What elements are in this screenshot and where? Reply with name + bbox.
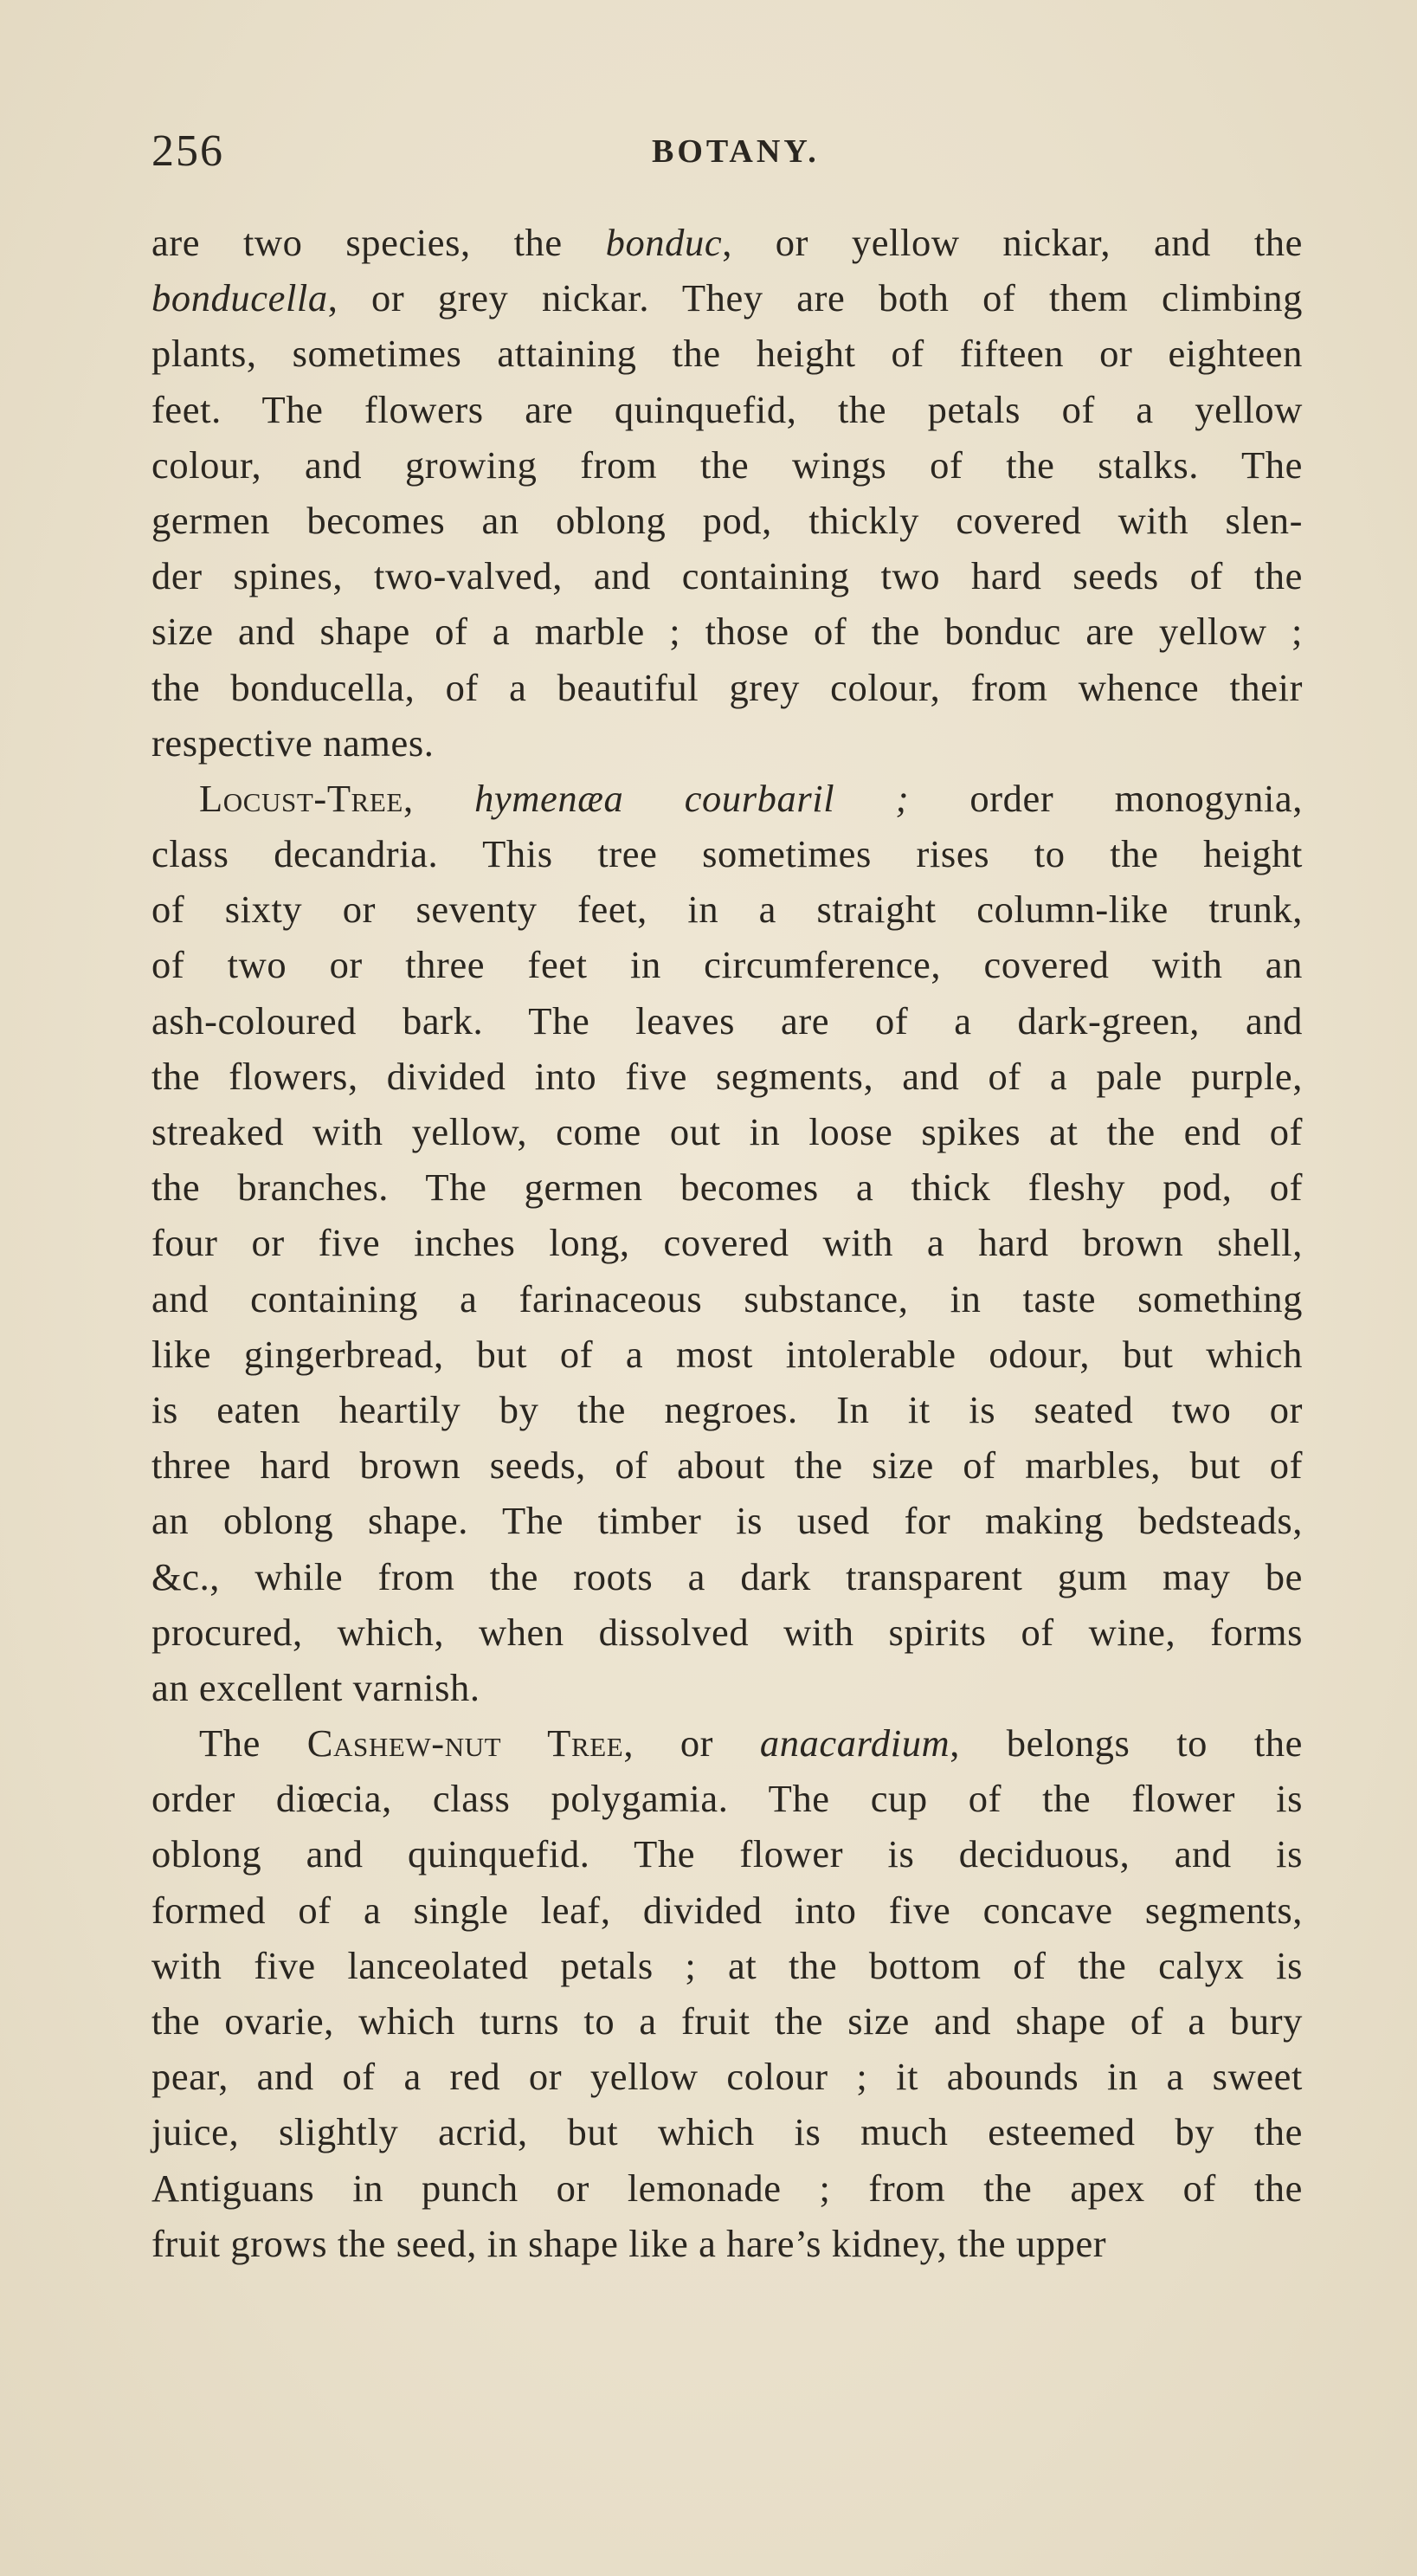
text-line (151, 548, 1303, 604)
text-line (151, 1604, 1303, 1660)
italic-term: anacardium (759, 1721, 950, 1766)
text-line (151, 881, 1303, 937)
text-run: four or five inches long, covered with a hard brown shell, (151, 1221, 1303, 1265)
text-run: colour, and growing from the wings of the stalks. The (151, 442, 1303, 487)
text-line (151, 604, 1303, 659)
text-run: size and shape of a marble ; those of the bonduc are yellow ; (151, 610, 1303, 654)
text-line (151, 1993, 1303, 2049)
text-run: juice, slightly acrid, but which is much esteemed by the (151, 2110, 1303, 2154)
text-line (151, 1437, 1303, 1493)
text-run: of two or three feet in circumference, covered with an (151, 943, 1303, 987)
italic-term: bonduc (605, 221, 723, 264)
page-number: 256 (151, 126, 224, 176)
text-line (151, 1104, 1303, 1159)
text-run: an excellent varnish. (151, 1665, 480, 1709)
text-run: with five lanceolated petals ; at the bottom of the calyx is (151, 1943, 1303, 1987)
text-run: &c., while from the roots a dark transparent gum may be (151, 1554, 1303, 1598)
text-line (151, 1938, 1303, 1993)
text-line (151, 2104, 1303, 2160)
text-line (151, 1826, 1303, 1882)
text-line (151, 826, 1303, 881)
text-line (151, 326, 1303, 381)
text-run: , (403, 776, 475, 820)
text-run: , or yellow nickar, and the (722, 221, 1304, 264)
text-run: feet. The flowers are quinquefid, the petals of a yellow (151, 387, 1303, 431)
text-line (151, 1771, 1303, 1826)
text-line (151, 937, 1303, 992)
text-run: plants, sometimes attaining the height of fifteen or eighteen (151, 332, 1303, 376)
small-caps-term: Cashew-nut Tree (306, 1721, 624, 1766)
text-run: der spines, two-valved, and containing two hard seeds of the (151, 554, 1303, 598)
text-run: are two species, the (151, 221, 606, 264)
text-line (151, 1660, 1303, 1715)
text-line (151, 215, 1303, 270)
text-line (151, 771, 1303, 826)
text-line (151, 1215, 1303, 1270)
text-run: Antiguans in punch or lemonade ; from the apex of the (151, 2166, 1303, 2210)
text-line (151, 382, 1303, 437)
text-run: order monogynia, (909, 776, 1303, 820)
text-run: and containing a farinaceous substance, in taste something (151, 1276, 1303, 1320)
text-run: , or grey nickar. They are both of them climbing (327, 276, 1303, 320)
text-run: streaked with yellow, come out in loose spikes at the end of (151, 1110, 1303, 1153)
text-line (151, 993, 1303, 1049)
text-line (151, 1271, 1303, 1327)
text-run: an oblong shape. The timber is used for making bedsteads, (151, 1499, 1303, 1543)
text-run: formed of a single leaf, divided into five concave segments, (151, 1888, 1303, 1932)
text-line (151, 493, 1303, 548)
text-run: pear, and of a red or yellow colour ; it abounds in a sweet (151, 2055, 1303, 2099)
small-caps-term: Locust-Tree (199, 776, 403, 820)
text-line (151, 1493, 1303, 1548)
text-line (151, 1882, 1303, 1938)
text-line (151, 2160, 1303, 2216)
text-line (151, 1159, 1303, 1215)
body-text (151, 215, 1303, 2271)
text-line (151, 1549, 1303, 1604)
text-line (151, 2049, 1303, 2104)
text-run: the flowers, divided into five segments, and of a pale purple, (151, 1054, 1303, 1098)
text-run: procured, which, when dissolved with spirits of wine, forms (151, 1610, 1303, 1654)
text-run: order diœcia, class polygamia. The cup of the flower is (151, 1777, 1303, 1821)
text-run: the branches. The germen becomes a thick fleshy pod, of (151, 1165, 1303, 1210)
text-run: , belongs to the (950, 1721, 1303, 1766)
text-line (151, 270, 1303, 326)
text-run: the ovarie, which turns to a fruit the size and shape of a bury (151, 1999, 1303, 2043)
text-line (151, 437, 1303, 493)
italic-term: bonducella (151, 276, 328, 320)
text-run: respective names. (151, 720, 435, 765)
text-run: of sixty or seventy feet, in a straight column-like trunk, (151, 888, 1303, 932)
text-run: The (199, 1721, 307, 1766)
text-line (151, 1382, 1303, 1437)
running-head (151, 126, 1303, 186)
text-run: fruit grows the seed, in shape like a hare’s kidney, the upper (151, 2221, 1107, 2265)
text-line (151, 1715, 1303, 1771)
text-line (151, 2216, 1303, 2271)
text-run: the bonducella, of a beautiful grey colour, from whence their (151, 665, 1303, 709)
text-line (151, 660, 1303, 715)
text-run: is eaten heartily by the negroes. In it is seated two or (151, 1387, 1303, 1431)
text-run: three hard brown seeds, of about the size of marbles, but of (151, 1443, 1303, 1488)
text-line (151, 1049, 1303, 1104)
text-run: germen becomes an oblong pod, thickly covered with slen- (151, 498, 1303, 542)
text-run: like gingerbread, but of a most intolerable odour, but which (151, 1332, 1303, 1376)
text-line (151, 1327, 1303, 1382)
italic-term: hymenæa courbaril ; (474, 776, 910, 820)
text-run: class decandria. This tree sometimes rises to the height (151, 832, 1303, 876)
text-run: oblong and quinquefid. The flower is deciduous, and is (151, 1832, 1303, 1876)
text-run: ash-coloured bark. The leaves are of a dark-green, and (151, 998, 1303, 1043)
text-run: , or (623, 1721, 760, 1766)
text-line (151, 715, 1303, 771)
running-title: BOTANY. (652, 133, 820, 170)
